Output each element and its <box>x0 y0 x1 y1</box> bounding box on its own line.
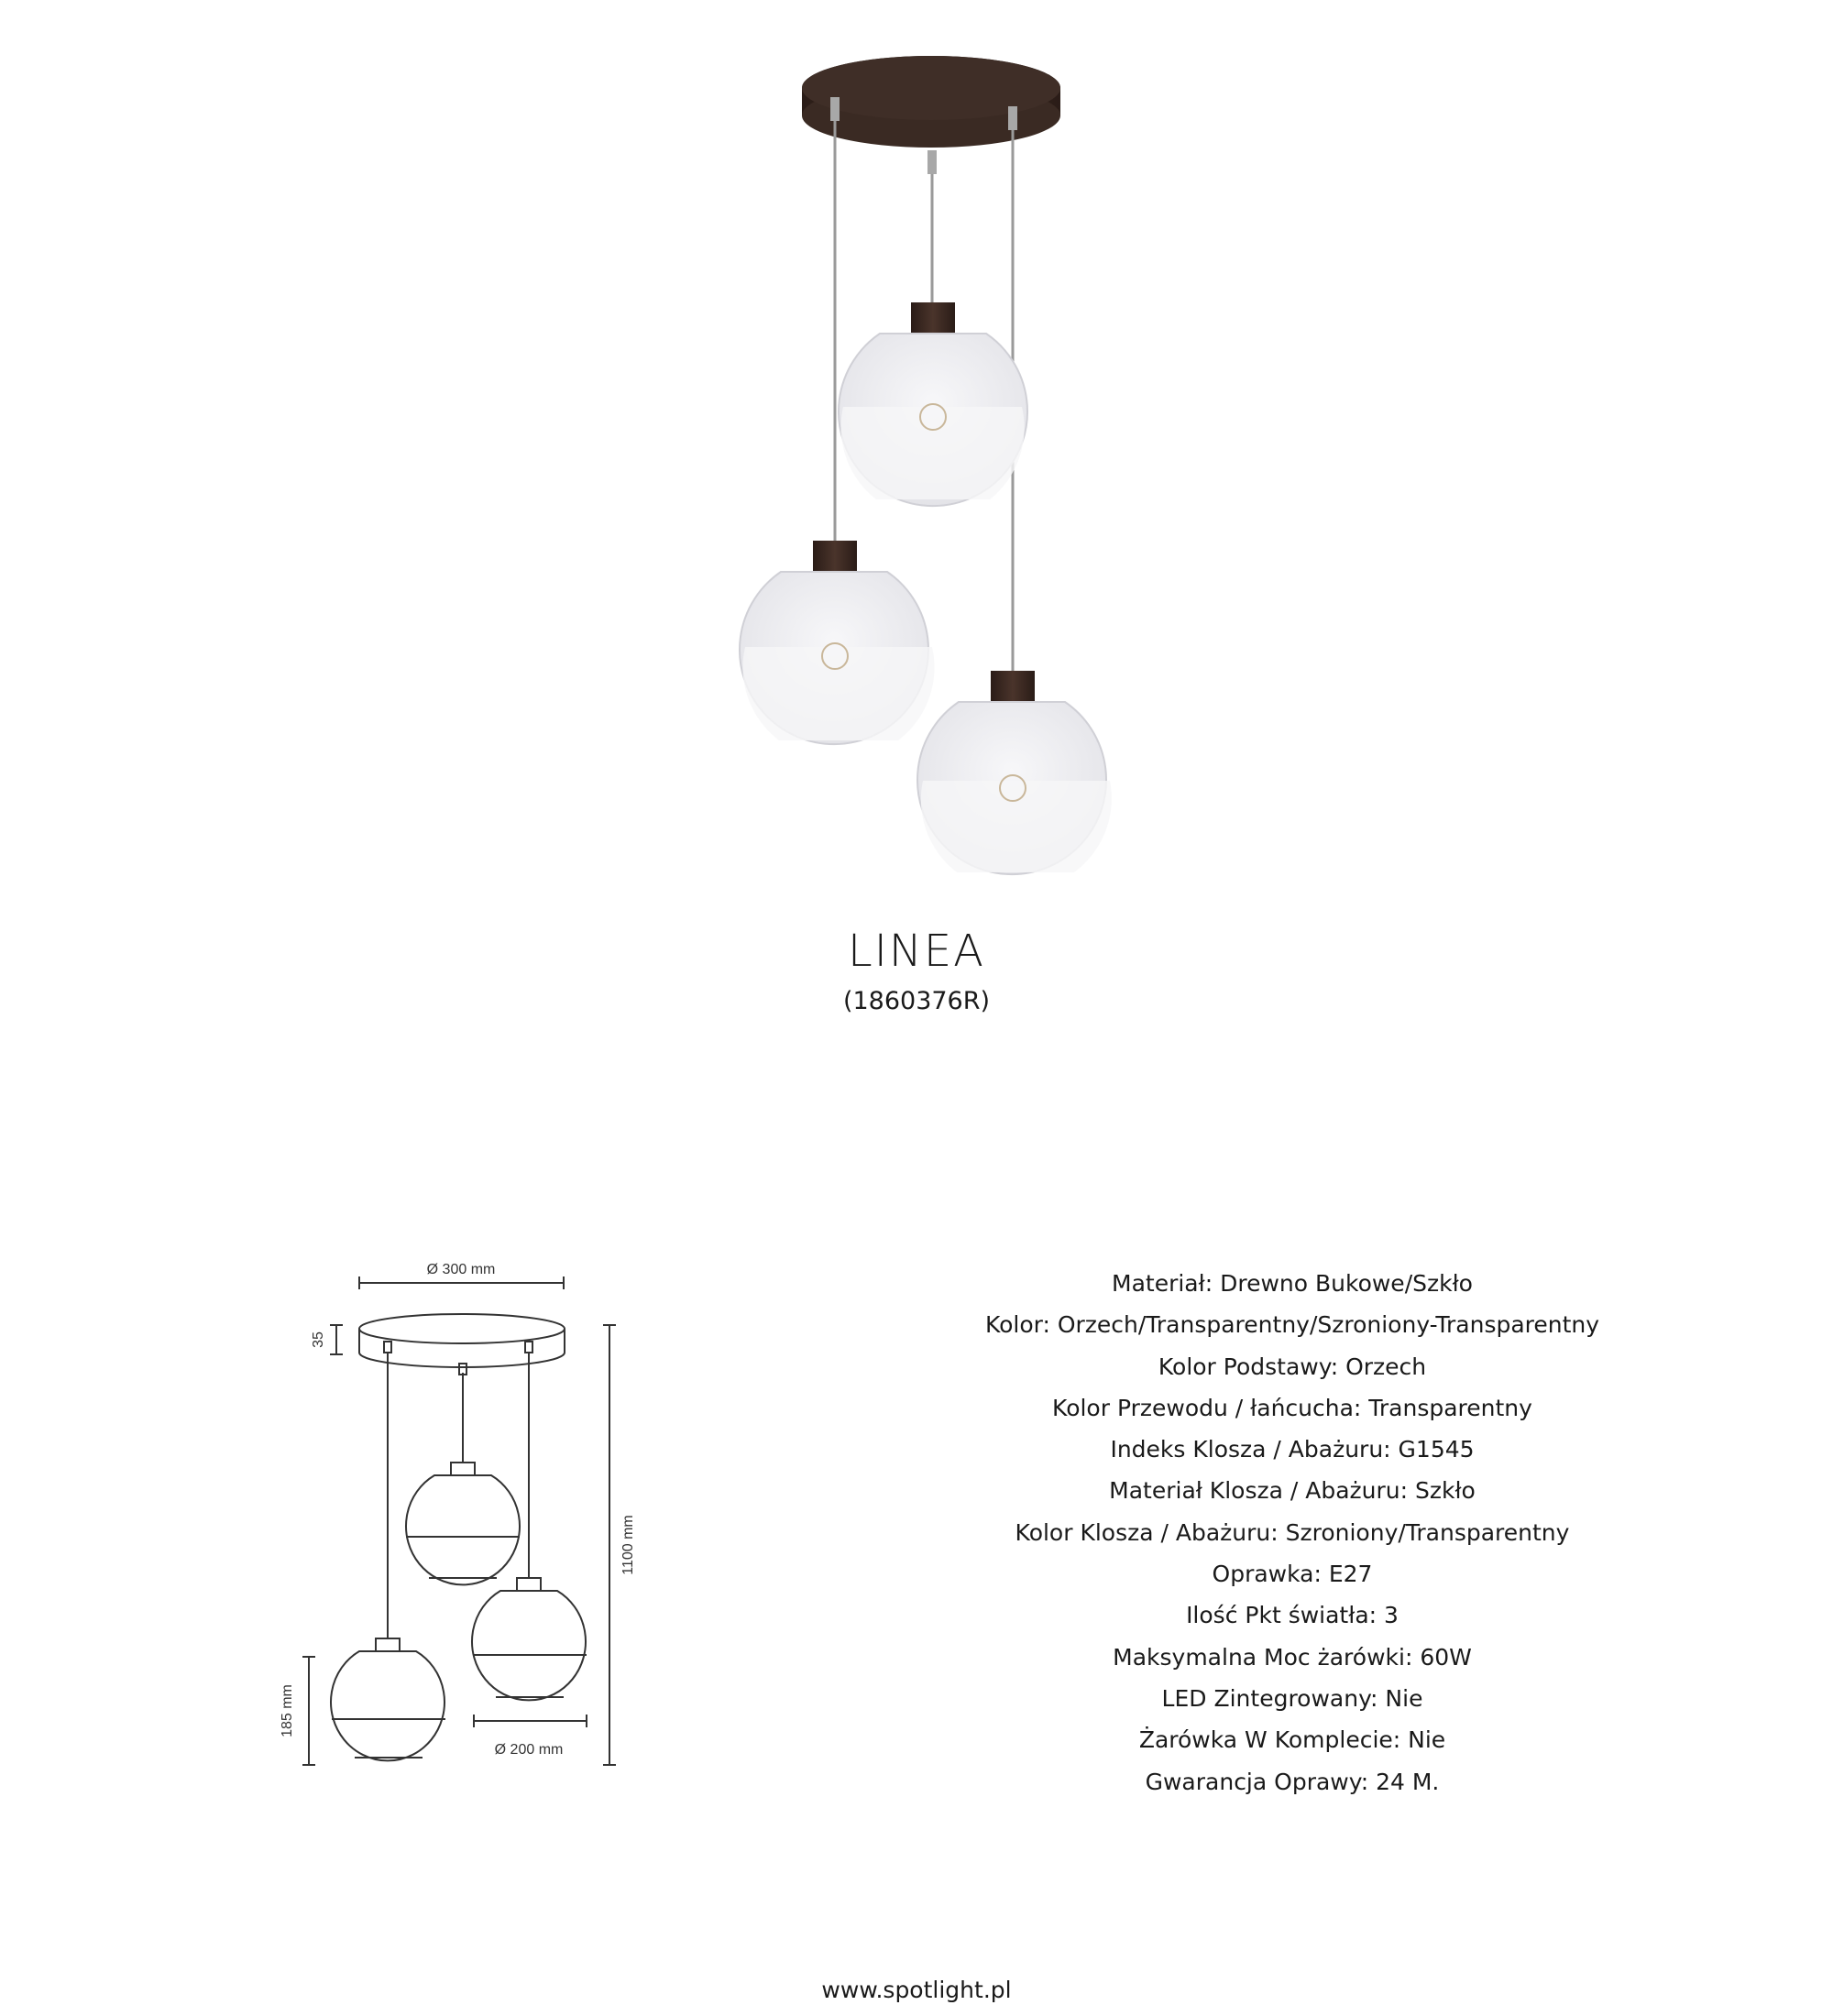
pendant-shade-left <box>740 541 935 744</box>
technical-drawing <box>266 1251 669 1791</box>
spec-shade-material: Materiał Klosza / Abażuru: Szkło <box>1109 1477 1476 1505</box>
spec-shade-index: Indeks Klosza / Abażuru: G1545 <box>1110 1436 1475 1463</box>
spec-light-points: Ilość Pkt światła: 3 <box>1186 1602 1399 1629</box>
spec-warranty: Gwarancja Oprawy: 24 M. <box>1145 1768 1440 1795</box>
spec-color: Kolor: Orzech/Transparentny/Szroniony-Transparentny <box>984 1311 1600 1339</box>
dim-total-height: 1100 mm <box>620 1515 636 1575</box>
dim-shade-height: 185 mm <box>280 1684 295 1737</box>
spec-cable-color: Kolor Przewodu / łańcucha: Transparentny <box>1052 1394 1532 1421</box>
pendant-shade-right <box>917 671 1112 874</box>
product-photo <box>715 46 1136 889</box>
spec-bulb-included: Żarówka W Komplecie: Nie <box>1138 1726 1446 1754</box>
ceiling-plate <box>802 56 1060 148</box>
dim-top-diameter: Ø 300 mm <box>426 1262 496 1277</box>
spec-socket: Oprawka: E27 <box>1212 1561 1373 1588</box>
dim-shade-diameter: Ø 200 mm <box>494 1742 564 1758</box>
spec-base-color: Kolor Podstawy: Orzech <box>1158 1353 1427 1380</box>
spec-max-power: Maksymalna Moc żarówki: 60W <box>1113 1643 1472 1671</box>
spec-shade-color: Kolor Klosza / Abażuru: Szroniony/Transparentny <box>1015 1518 1570 1546</box>
website-link[interactable]: www.spotlight.pl <box>821 1977 1012 2003</box>
spec-led-integrated: LED Zintegrowany: Nie <box>1161 1684 1423 1712</box>
pendant-shade-top <box>839 302 1027 506</box>
product-name: LINEA <box>848 926 985 977</box>
spec-material: Materiał: Drewno Bukowe/Szkło <box>1112 1270 1473 1297</box>
dim-plate-height: 35 <box>311 1331 326 1348</box>
specifications-list <box>944 1263 1641 1802</box>
product-code: (1860376R) <box>842 987 991 1015</box>
